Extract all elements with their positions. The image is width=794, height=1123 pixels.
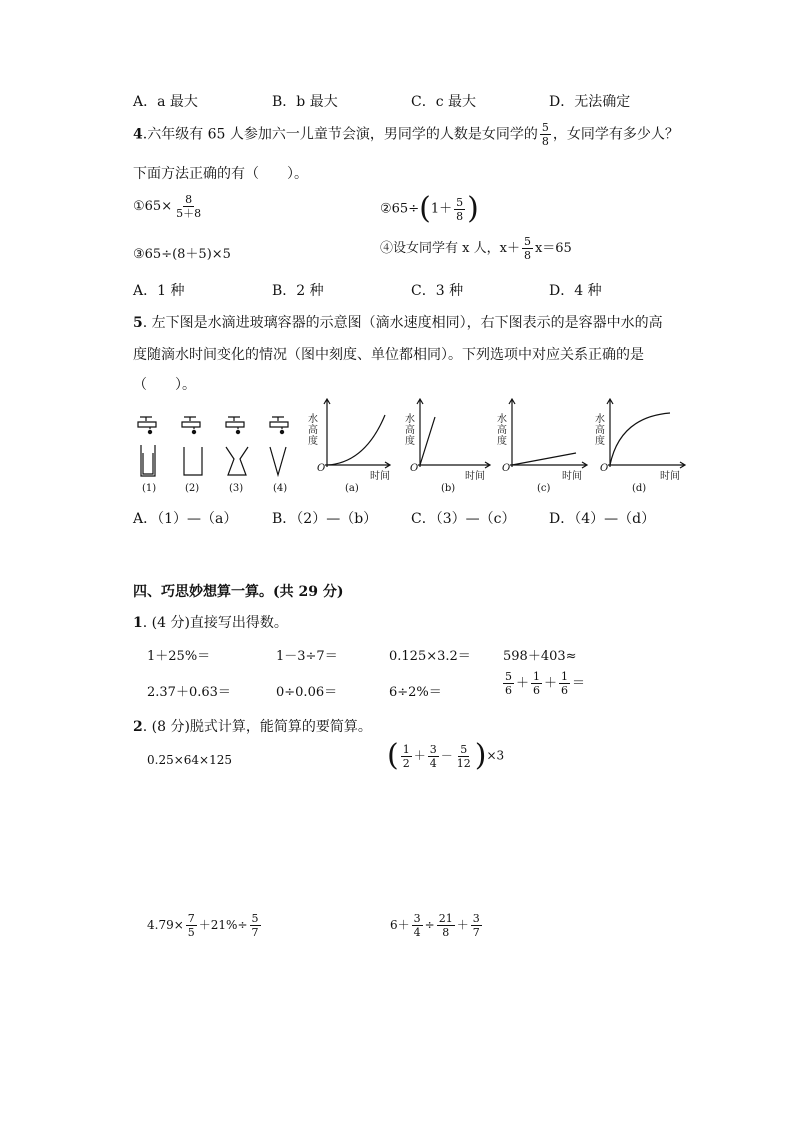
q5-line1: 5. 左下图是水滴进玻璃容器的示意图（滴水速度相同），右下图表示的是容器中水的高 (133, 315, 663, 331)
q4-option-d: D．4 种 (549, 283, 602, 299)
faucet-icon-3 (226, 417, 244, 434)
q4-text-b: ，女同学有多少人？ (552, 126, 679, 143)
y-axis-label-c: 水高度 (494, 413, 506, 446)
q4-method-3: ③65÷(8＋5)×5 (133, 247, 231, 262)
container-3 (226, 447, 248, 475)
q4-number: 4 (133, 126, 143, 143)
q5-option-a: A．（1）—（a） (133, 511, 238, 527)
graph-label-c: (c) (537, 483, 551, 494)
q4-method-1: ①65× $\frac{8}{5+8}$ (133, 193, 202, 220)
q5-figure (120, 395, 700, 500)
container-4 (270, 447, 286, 475)
expr-1: 0.25×64×125 (147, 753, 233, 767)
q4-option-c: C．3 种 (411, 283, 464, 299)
q4-line2: 下面方法正确的有（ ）。 (133, 166, 308, 182)
svg-text:O: O (410, 463, 419, 474)
faucet-icon-2 (182, 417, 200, 434)
graph-a (324, 399, 390, 468)
calc-1-4: 598＋403≈ (503, 649, 577, 664)
container-label-1: (1) (142, 483, 157, 494)
svg-text:时间: 时间 (562, 471, 582, 482)
svg-text:时间: 时间 (660, 471, 680, 482)
svg-text:O: O (502, 463, 511, 474)
q4-option-b: B．2 种 (272, 283, 324, 299)
container-1 (141, 445, 155, 476)
calc-2-4: $\frac{5}{6}$ ＋ $\frac{1}{6}$ ＋ $\frac{1}{6}$ ＝ (505, 670, 586, 697)
q4-option-a: A．1 种 (133, 283, 185, 299)
container-label-3: (3) (229, 483, 244, 494)
y-axis-label-a: 水高度 (305, 413, 317, 446)
container-label-2: (2) (185, 483, 200, 494)
container-2 (184, 447, 202, 475)
graph-label-b: (b) (441, 483, 456, 494)
expr-2: ( $\frac{1}{2}$ ＋ $\frac{3}{4}$ － $\frac{5}{12}$ )×3 (387, 738, 505, 773)
calc-2-2: 0÷0.06＝ (276, 685, 338, 700)
expr-3: 4.79× $\frac{7}{5}$ ＋21%÷ $\frac{5}{7}$ (147, 912, 259, 939)
container-label-4: (4) (273, 483, 288, 494)
q3-option-a: A．a 最大 (133, 94, 198, 110)
svg-text:时间: 时间 (465, 471, 485, 482)
q4-method-2: ②65÷(1＋ $\frac{5}{8}$ ) (380, 191, 479, 226)
q4-text-a: .六年级有 65 人参加六一儿童节会演，男同学的人数是女同学的 (142, 126, 538, 143)
faucet-icon-1 (138, 417, 156, 434)
q5-option-b: B．（2）—（b） (272, 511, 378, 527)
part2-title: 2. (8 分)脱式计算，能简算的要简算。 (133, 719, 372, 735)
calc-2-1: 2.37＋0.63＝ (147, 685, 231, 700)
calc-1-2: 1－3÷7＝ (276, 649, 338, 664)
graph-b (417, 399, 490, 468)
y-axis-label-b: 水高度 (402, 413, 414, 446)
graph-c (509, 399, 587, 468)
q3-option-b: B．b 最大 (272, 94, 338, 110)
q5-option-d: D．（4）—（d） (549, 511, 656, 527)
svg-text:O: O (317, 463, 326, 474)
calc-1-1: 1＋25%＝ (147, 649, 211, 664)
svg-text:时间: 时间 (370, 471, 390, 482)
q4-question (133, 122, 679, 147)
q3-option-c: C．c 最大 (411, 94, 477, 110)
q5-line3: （ ）。 (133, 377, 196, 393)
calc-1-3: 0.125×3.2＝ (389, 649, 471, 664)
svg-text:O: O (600, 463, 609, 474)
faucet-icon-4 (270, 417, 288, 434)
section-title: 四、巧思妙想算一算。(共 29 分) (133, 584, 344, 600)
part1-title: 1. (4 分)直接写出得数。 (133, 615, 288, 631)
q5-option-c: C．（3）—（c） (411, 511, 516, 527)
graph-label-a: (a) (345, 483, 359, 494)
calc-2-3: 6÷2%＝ (389, 685, 442, 700)
q3-option-d: D．无法确定 (549, 94, 631, 110)
q4-fraction: $\frac{5}{8}$ (541, 121, 549, 148)
graph-label-d: (d) (632, 483, 647, 494)
graph-d (607, 399, 685, 468)
q5-line2: 度随滴水时间变化的情况（图中刻度、单位都相同）。下列选项中对应关系正确的是 (133, 347, 644, 363)
y-axis-label-d: 水高度 (592, 413, 604, 446)
q4-method-4: ④设女同学有 x 人，x＋ $\frac{5}{8}$ x＝65 (380, 235, 572, 262)
expr-4: 6＋ $\frac{3}{4}$ ÷ $\frac{21}{8}$ ＋ $\frac{3}{7}$ (390, 912, 480, 939)
